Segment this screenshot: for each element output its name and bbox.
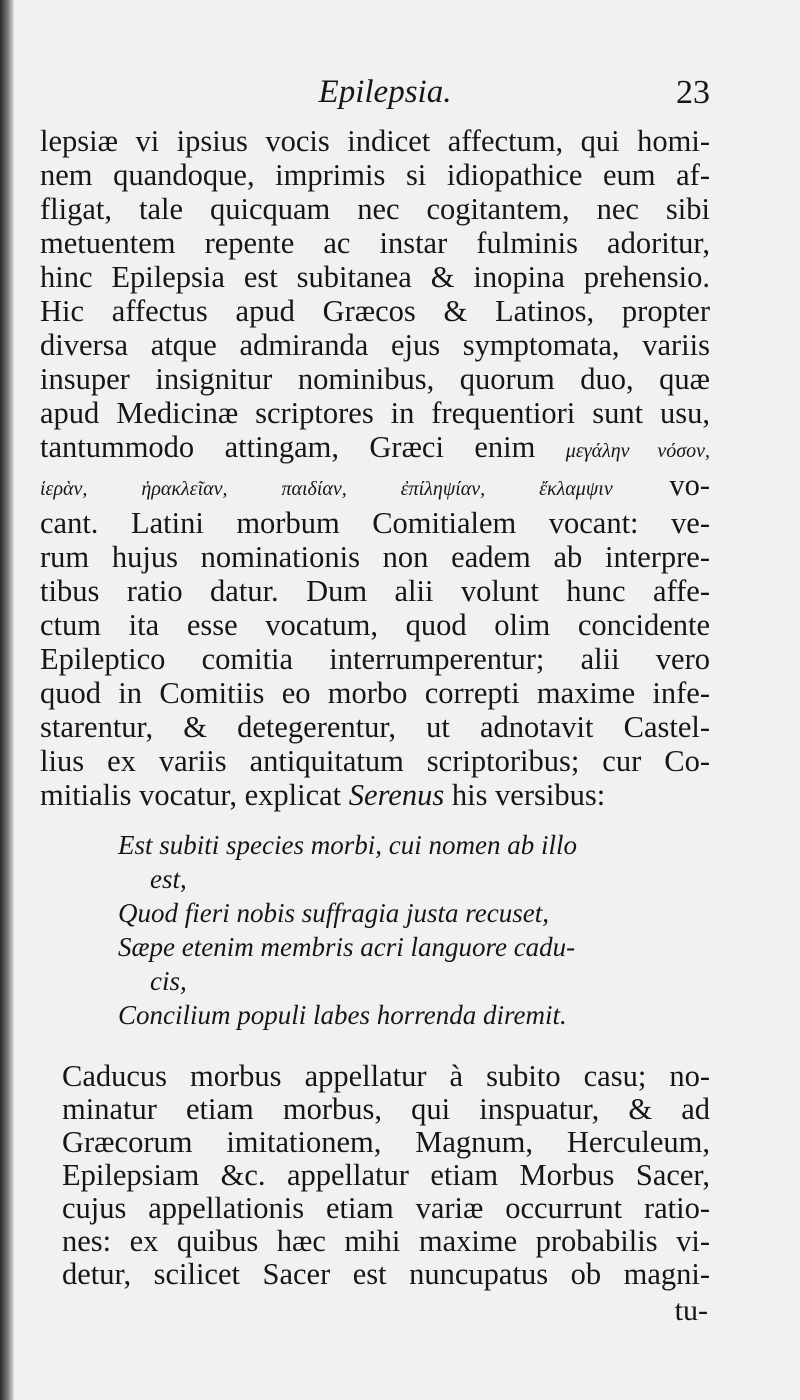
text-line: hinc Epilepsia est subitanea & inopina prehensio. [40, 260, 710, 294]
verse-line: Est subiti species morbi, cui nomen ab illo [118, 830, 577, 860]
verse-line: Concilium populi labes horrenda diremit. [118, 1000, 567, 1030]
text-line: nes: ex quibus hæc mihi maxime probabilis vi- [62, 1224, 710, 1258]
text-line: ctum ita esse vocatum, quod olim concidente [40, 608, 710, 642]
text-line: Caducus morbus appellatur à subito casu; no- [62, 1059, 710, 1093]
text-line: cujus appellationis etiam variæ occurrunt ratio- [62, 1191, 710, 1225]
text-line: Hic affectus apud Græcos & Latinos, propter [40, 294, 710, 328]
greek-text: ἱερὰν, ἡρακλεῖαν, παιδίαν, ἐπίληψίαν, ἔκλαμψιν [40, 478, 613, 500]
paragraph-2 [62, 1060, 710, 1291]
text-line: lepsiæ vi ipsius vocis indicet affectum, qui homi- [40, 124, 710, 158]
greek-text: μεγάλην νόσον, [565, 440, 710, 462]
text-line: apud Medicinæ scriptores in frequentiori sunt usu, [40, 396, 710, 430]
text-line: nem quandoque, imprimis si idiopathice eum af- [40, 158, 710, 192]
text-line: rum hujus nominationis non eadem ab interpre- [40, 540, 710, 574]
page-binding-shadow [0, 0, 14, 1400]
verse-quotation [118, 828, 688, 1032]
text-line: tantummodo attingam, Græci enim μεγάλην νόσον, [40, 430, 710, 464]
verse-line: cis, [150, 966, 187, 996]
text-line: cant. Latini morbum Comitialem vocant: ve- [40, 506, 710, 540]
text-line: lius ex variis antiquitatum scriptoribus; cur Co- [40, 744, 710, 778]
verse-line: est, [150, 864, 187, 894]
text-line: ἱερὰν, ἡρακλεῖαν, παιδίαν, ἐπίληψίαν, ἔκλαμψιν vo- [40, 468, 710, 502]
author-name: Serenus [348, 778, 445, 812]
text-line: diversa atque admiranda ejus symptomata, variis [40, 328, 710, 362]
text-line: Epileptico comitia interrumperentur; alii vero [40, 642, 710, 676]
verse-line: Quod fieri nobis suffragia justa recuset, [118, 898, 549, 928]
text-line: quod in Comitiis eo morbo correpti maxime infe- [40, 676, 710, 710]
text-line: Græcorum imitationem, Magnum, Herculeum, [62, 1125, 710, 1159]
verse-line: Sæpe etenim membris acri languore cadu- [118, 932, 576, 962]
text-line: Epilepsiam &c. appellatur etiam Morbus Sacer, [62, 1158, 710, 1192]
paragraph-1 [40, 124, 710, 812]
text-line: mitialis vocatur, explicat Serenus his versibus: [40, 778, 606, 812]
text-line: tibus ratio datur. Dum alii volunt hunc affe- [40, 574, 710, 608]
page-number: 23 [676, 74, 710, 111]
page-header [60, 74, 710, 124]
text-line: detur, scilicet Sacer est nuncupatus ob magni- [62, 1257, 710, 1291]
running-title: Epilepsia. [318, 74, 452, 110]
text-line: minatur etiam morbus, qui inspuatur, & ad [62, 1092, 710, 1126]
text-line: fligat, tale quicquam nec cogitantem, nec sibi [40, 192, 710, 226]
catchword: tu- [674, 1294, 708, 1327]
text-line: insuper insignitur nominibus, quorum duo, quæ [40, 362, 710, 396]
text-line: starentur, & detegerentur, ut adnotavit Castel- [40, 710, 710, 744]
text-line: metuentem repente ac instar fulminis adoritur, [40, 226, 710, 260]
